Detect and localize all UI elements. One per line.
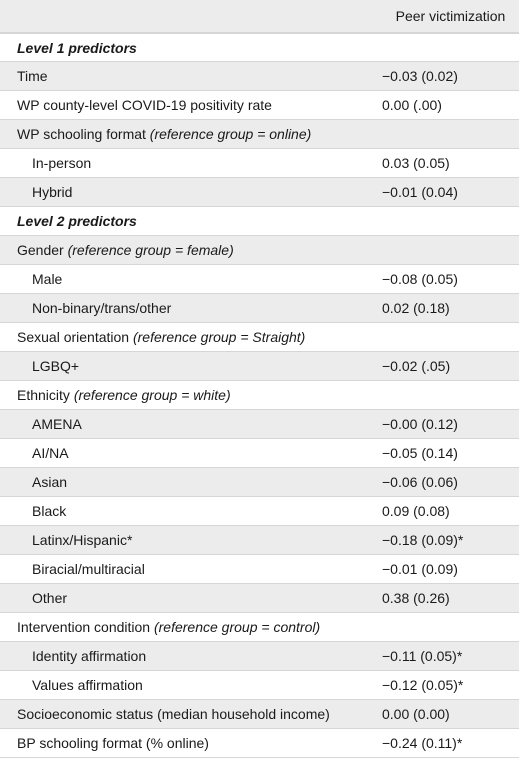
row-label-text: Hybrid	[32, 184, 73, 200]
row-label	[0, 300, 382, 316]
estimate-cell: 0.00 (0.00)	[382, 706, 450, 722]
section-header-row	[0, 207, 519, 236]
row-label	[0, 619, 382, 635]
row-label-text: Intervention condition	[17, 619, 154, 635]
row-label	[0, 155, 382, 171]
estimate-cell: −0.05 (0.14)	[382, 445, 458, 461]
table-row	[0, 236, 519, 265]
table-row	[0, 410, 519, 439]
row-label-text: Asian	[32, 474, 68, 490]
row-label	[0, 706, 382, 722]
row-label	[0, 445, 382, 461]
row-label-text: BP schooling format (% online)	[17, 735, 209, 751]
row-label-text: Ethnicity	[17, 387, 74, 403]
estimate-cell: 0.38 (0.26)	[382, 590, 450, 606]
table-row	[0, 352, 519, 381]
estimate-cell: −0.11 (0.05)*	[382, 648, 463, 664]
row-label	[0, 532, 382, 548]
row-label	[0, 648, 382, 664]
row-label-text: Identity affirmation	[32, 648, 147, 664]
row-label	[0, 735, 382, 751]
row-label	[0, 242, 382, 258]
reference-group-note: (reference group = online)	[149, 126, 312, 142]
row-label-text: WP schooling format	[17, 126, 150, 142]
table-row	[0, 265, 519, 294]
estimate-cell: 0.03 (0.05)	[382, 155, 450, 171]
row-label	[0, 358, 382, 374]
estimate-cell: 0.02 (0.18)	[382, 300, 450, 316]
table-row	[0, 294, 519, 323]
row-label-text: Other	[32, 590, 68, 606]
peer-victimization-column-header: Peer victimization	[395, 8, 506, 24]
estimate-cell: 0.09 (0.08)	[382, 503, 450, 519]
row-label	[0, 184, 382, 200]
estimate-cell: −0.08 (0.05)	[382, 271, 458, 287]
reference-group-note: (reference group = Straight)	[132, 329, 306, 345]
row-label-text: Sexual orientation	[17, 329, 133, 345]
table-row	[0, 381, 519, 410]
table-row	[0, 178, 519, 207]
row-label	[0, 126, 382, 142]
row-label	[0, 213, 382, 229]
table-row	[0, 555, 519, 584]
row-label	[0, 40, 382, 56]
reference-group-note: (reference group = white)	[73, 387, 231, 403]
table-row	[0, 497, 519, 526]
row-label	[0, 561, 382, 577]
row-label	[0, 271, 382, 287]
row-label-text: Gender	[17, 242, 68, 258]
table-row	[0, 149, 519, 178]
table-row	[0, 439, 519, 468]
row-label-text: Level 2 predictors	[17, 213, 137, 229]
row-label-text: WP county-level COVID-19 positivity rate	[17, 97, 272, 113]
table-row	[0, 671, 519, 700]
table-row	[0, 91, 519, 120]
row-label	[0, 387, 382, 403]
table-row	[0, 729, 519, 758]
row-label	[0, 474, 382, 490]
table-header-row	[0, 0, 519, 33]
estimate-cell: −0.03 (0.02)	[382, 68, 458, 84]
row-label-text: Level 1 predictors	[17, 39, 137, 56]
row-label	[0, 677, 382, 693]
reference-group-note: (reference group = control)	[153, 619, 321, 635]
row-label-text: Time	[17, 68, 48, 84]
row-label-text: AI/NA	[32, 445, 69, 461]
row-label-text: Values affirmation	[32, 677, 143, 693]
estimate-cell: −0.06 (0.06)	[382, 474, 458, 490]
estimate-cell: −0.18 (0.09)*	[382, 532, 464, 548]
estimate-cell: −0.02 (.05)	[382, 358, 451, 374]
table-row	[0, 613, 519, 642]
row-label-text: Latinx/Hispanic*	[32, 532, 133, 548]
table-row	[0, 62, 519, 91]
table-row	[0, 120, 519, 149]
row-label	[0, 590, 382, 606]
row-label-text: Biracial/multiracial	[32, 561, 145, 577]
row-label	[0, 329, 382, 345]
estimate-cell: −0.01 (0.04)	[382, 184, 458, 200]
estimate-cell: 0.00 (.00)	[382, 97, 442, 113]
table-row	[0, 526, 519, 555]
table-row	[0, 700, 519, 729]
row-label-text: Socioeconomic status (median household income)	[17, 706, 330, 722]
section-header-row	[0, 33, 519, 62]
table-row	[0, 584, 519, 613]
row-label	[0, 68, 382, 84]
estimate-cell: −0.12 (0.05)*	[382, 677, 464, 693]
row-label-text: Non-binary/trans/other	[32, 300, 172, 316]
reference-group-note: (reference group = female)	[67, 242, 234, 258]
row-label-text: Black	[32, 503, 67, 519]
row-label-text: AMENA	[32, 416, 82, 432]
table-row	[0, 323, 519, 352]
table-body	[0, 33, 519, 758]
row-label-text: LGBQ+	[32, 358, 80, 374]
estimate-cell: −0.01 (0.09)	[382, 561, 458, 577]
row-label-text: In-person	[32, 155, 92, 171]
estimate-cell: −0.00 (0.12)	[382, 416, 458, 432]
row-label	[0, 416, 382, 432]
estimate-cell: −0.24 (0.11)*	[382, 735, 463, 751]
row-label-text: Male	[32, 271, 63, 287]
table-row	[0, 468, 519, 497]
row-label	[0, 503, 382, 519]
row-label	[0, 97, 382, 113]
table-row	[0, 642, 519, 671]
